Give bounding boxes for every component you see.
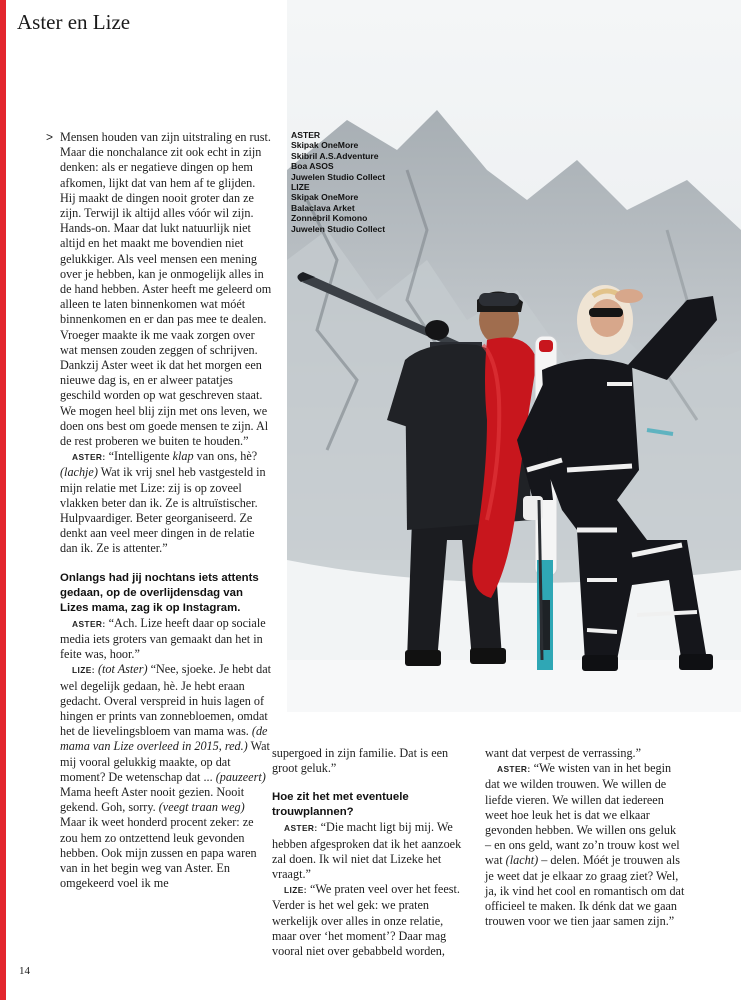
text-column-1: [46, 130, 273, 891]
paragraph: Mensen houden van zijn uitstraling en rust. Maar die nonchalance zit ook echt in zijn denken: als er negatieve dingen op hem afkomen, lijkt dat van hem af te glijden. Hij maakt de dingen nooit groter dan ze zijn. Terwijl ik altijd alles vóór wil zijn. Hands-on. Maar dat lukt natuurlijk niet altijd en het maakt me bovendien niet gelukkiger. Als veel mensen een mening over je hebben, kan je onmogelijk alles in de hand hebben. Aster heeft me geleerd om alleen te laten binnenkomen wat móét binnenkomen en er dan pas mee te dealen. Vroeger maakte ik me vaak zorgen over wat mensen zouden zeggen of schrijven. Dankzij Aster weet ik dat het morgen een nieuwe dag is, en er alweer patatjes geschild worden op wat geschreven staat. We mogen heel blij zijn met ons leven, we doen ons best om goede mensen te zijn. Al de rest proberen we buiten te houden.”: [60, 130, 272, 449]
text-column-2: [272, 746, 470, 959]
page-title: Aster en Lize: [17, 10, 131, 34]
speaker-label: ASTER:: [72, 618, 106, 629]
credit-line: LIZE: [291, 182, 310, 193]
speaker-label: ASTER:: [497, 764, 531, 775]
page-number: 14: [19, 965, 30, 977]
credit-line: ASTER: [291, 130, 321, 140]
speaker-label: LIZE:: [72, 665, 95, 676]
red-accent-bar: [0, 0, 6, 1000]
paragraph: supergoed in zijn familie. Dat is een groot geluk.”: [272, 746, 449, 776]
credit-line: Juwelen Studio Collect: [291, 223, 386, 234]
ski-photo: [287, 0, 741, 712]
paragraph: ASTER: “Intelligente klap van ons, hè? (lachje) Wat ik vrij snel heb vastgesteld in mijn relatie met Lize: zij is op zoveel vlakken beter dan ik. Ze is altruïstischer. Hulpvaardiger. Beter georganiseerd. Ze denkt aan veel meer dingen in de relatie dan ik. Ze is attenter.”: [60, 449, 266, 556]
ski-photo-illustration: [287, 0, 741, 712]
paragraph: LIZE: (tot Aster) “Nee, sjoeke. Je hebt dat wel degelijk gedaan, hè. Je hebt eraan gedacht. Overal verspreid in huis lagen of hingen er prints van zonnebloemen, omdat het de lievelingsbloem van mama was. (de mama van Lize overleed in 2015, red.) Wat mij vooral gelukkig maakte, op dat moment? De wetenschap dat ... (pauzeert) Mama heeft Aster nooit gezien. Nooit gekend. Goh, sorry. (veegt traan weg) Maar ik weet honderd procent zeker: ze zou hem zo ontzettend leuk gevonden hebben. Ook mijn zussen en papa waren van in het begin weg van Aster. En omgekeerd voel ik me: [60, 662, 272, 891]
paragraph: ASTER: “We wisten van in het begin dat we wilden trouwen. We willen de liefde vieren. We willen dat iedereen weet hoe leuk het is dat we elkaar gevonden hebben. We willen ons geluk – en ons geld, want zo’n trouw kost wel wat (lacht) – delen. Móét je trouwen als je weet dat je elkaar zo graag ziet? Wel, ja, ik vind het cool en romantisch om dat officieel te maken. Ik dénk dat we gaan trouwen voor we tien jaar samen zijn.”: [485, 761, 685, 929]
credit-line: Balaclava Arket: [291, 202, 355, 213]
interview-question: Onlangs had jij nochtans iets attents gedaan, op de overlijdensdag van Lizes mama, zag ik op Instagram.: [60, 571, 259, 614]
photo-credits: [291, 130, 411, 234]
credit-line: Boa ASOS: [291, 161, 334, 172]
paragraph: ASTER: “Die macht ligt bij mij. We hebben afgesproken dat ik het aanzoek zal doen. Ik wil niet dat Lizeke het vraagt.”: [272, 820, 462, 882]
interview-question: Hoe zit het met eventuele trouwplannen?: [272, 791, 409, 819]
credit-line: Zonnebril Komono: [291, 213, 368, 224]
paragraph: ASTER: “Ach. Lize heeft daar op sociale media iets groters van gemaakt dan het in feite was, hoor.”: [60, 615, 266, 662]
credit-line: Skipak OneMore: [291, 192, 359, 203]
paragraph: want dat verpest de verrassing.”: [485, 746, 642, 760]
credit-line: Juwelen Studio Collect: [291, 171, 386, 182]
text-column-3: [485, 746, 685, 929]
paragraph: LIZE: “We praten veel over het feest. Verder is het wel gek: we praten werkelijk over alles in onze relatie, maar over ‘het moment’? Daar mag vooral niet over gebabbeld worden,: [272, 882, 460, 959]
speaker-label: ASTER:: [72, 452, 106, 463]
credit-line: Skipak OneMore: [291, 140, 359, 151]
continuation-arrow-icon: >: [46, 130, 54, 144]
speaker-label: ASTER:: [284, 823, 318, 834]
speaker-label: LIZE:: [284, 885, 307, 896]
credit-line: Skibril A.S.Adventure: [291, 150, 379, 161]
